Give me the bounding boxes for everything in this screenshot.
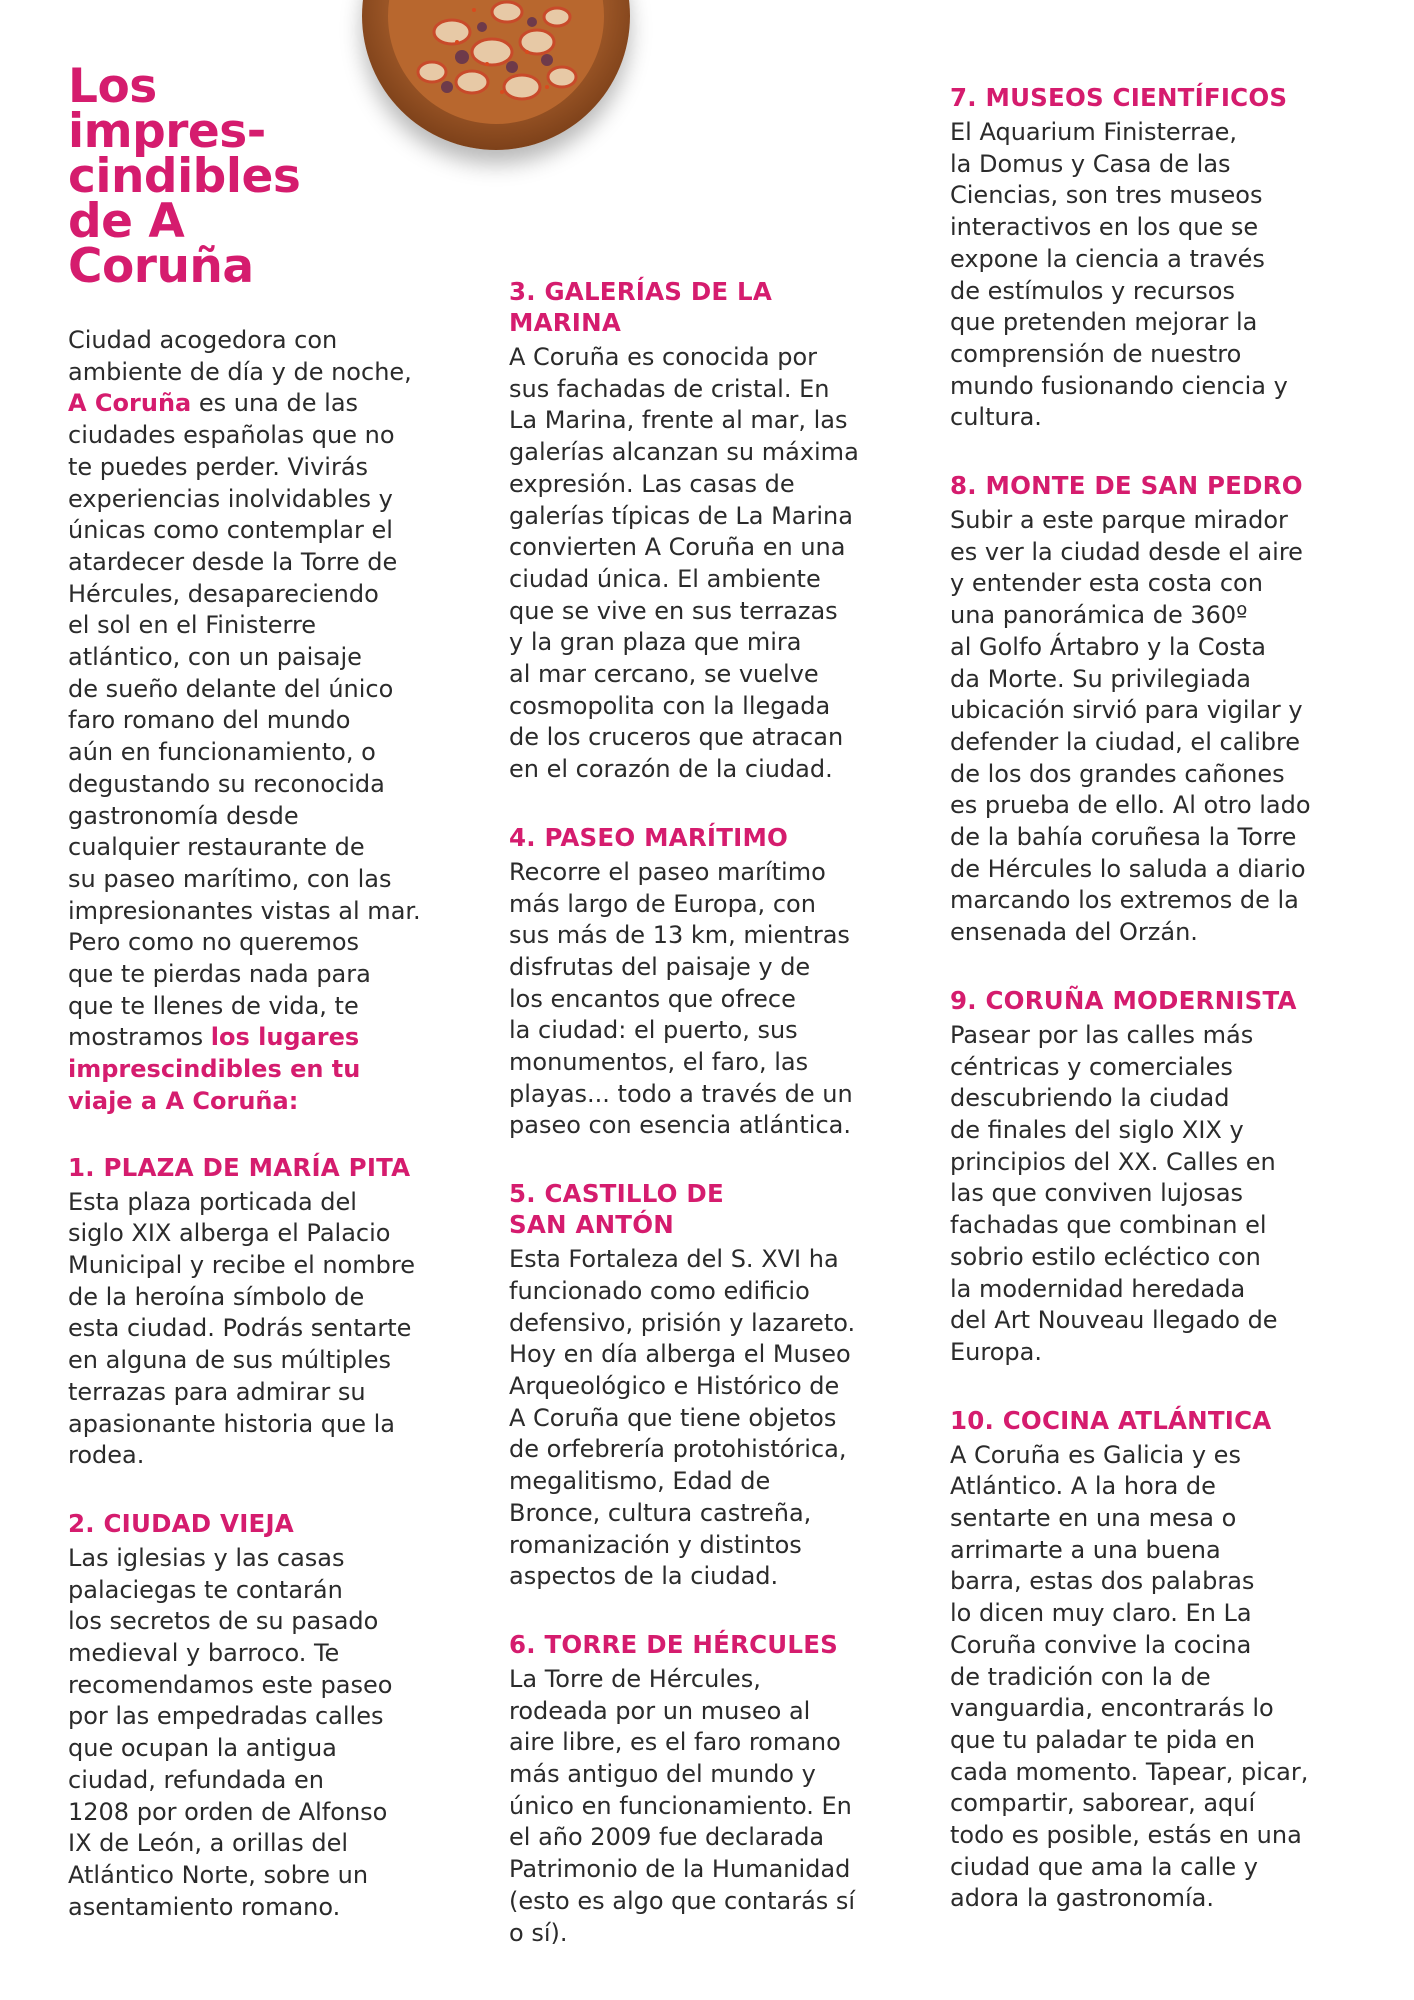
section-heading: 3. GALERÍAS DE LA MARINA bbox=[509, 277, 772, 337]
section-museos-cientificos bbox=[950, 82, 1370, 434]
section-body: El Aquarium Finisterrae, la Domus y Casa de las Ciencias, son tres museos interactivos en los que se expone la ciencia a través de estímulos y recursos que pretenden mejorar la comprensión de nuestro mundo fusionando ciencia y cultura. bbox=[950, 118, 1288, 432]
section-body: Esta plaza porticada del siglo XIX alberga el Palacio Municipal y recibe el nombre de la heroína símbolo de esta ciudad. Podrás sentarte en alguna de sus múltiples terrazas para admirar su apasionante historia que la rodea. bbox=[68, 1187, 416, 1470]
section-castillo-san-anton bbox=[509, 1178, 929, 1593]
section-body: A Coruña es conocida por sus fachadas de cristal. En La Marina, frente al mar, las galerías alcanzan su máxima expresión. Las casas de galerías típicas de La Marina convierten A Coruña en una ciudad única. El ambiente que se vive en sus terrazas y la gran plaza que mira al mar cercano, se vuelve cosmopolita con la llegada de los cruceros que atracan en el corazón de la ciudad. bbox=[509, 343, 859, 784]
section-heading: 9. CORUÑA MODERNISTA bbox=[950, 985, 1297, 1015]
intro-highlight-city: A Coruña bbox=[68, 389, 192, 418]
section-heading: 7. MUSEOS CIENTÍFICOS bbox=[950, 83, 1288, 112]
intro-text: es una de las ciudades españolas que no te puedes perder. Vivirás experiencias inolvidables y únicas como contemplar el atardecer desde la Torre de Hércules, desapareciendo el sol en el Finisterre atlántico, con un paisaje de sueño delante del único faro romano del mundo aún en funcionamiento, o degustando su reconocida gastronomía desde cualquier restaurante de su paseo marítimo, con las impresionantes vistas al mar. Pero como no queremos que te pierdas nada para que te llenes de vida, te mostramos bbox=[68, 389, 421, 1052]
intro-text: Ciudad acogedora con ambiente de día y de noche, bbox=[68, 326, 412, 386]
page-title bbox=[68, 59, 488, 294]
section-body: Recorre el paseo marítimo más largo de Europa, con sus más de 13 km, mientras disfrutas del paisaje y de los encantos que ofrece la ciudad: el puerto, sus monumentos, el faro, las playas... todo a través de un paseo con esencia atlántica. bbox=[509, 857, 853, 1140]
section-paseo-maritimo bbox=[509, 822, 929, 1142]
section-body: A Coruña es Galicia y es Atlántico. A la hora de sentarte en una mesa o arrimarte a una buena barra, estas dos palabras lo dicen muy claro. En La Coruña convive la cocina de tradición con la de vanguardia, encontrarás lo que tu paladar te pida en cada momento. Tapear, picar, compartir, saborear, aquí todo es posible, estás en una ciudad que ama la calle y adora la gastronomía. bbox=[950, 1440, 1309, 1913]
section-heading: 8. MONTE DE SAN PEDRO bbox=[950, 471, 1303, 501]
section-heading: 5. CASTILLO DE SAN ANTÓN bbox=[509, 1179, 724, 1240]
section-body: Subir a este parque mirador es ver la ciudad desde el aire y entender esta costa con una panorámica de 360º al Golfo Ártabro y la Costa da Morte. Su privilegiada ubicación sirvió para vigilar y defender la ciudad, el calibre de los dos grandes cañones es prueba de ello. Al otro lado de la bahía coruñesa la Torre de Hércules lo saluda a diario marcando los extremos de la ensenada del Orzán. bbox=[950, 506, 1311, 947]
column-3 bbox=[950, 82, 1370, 1915]
section-heading: 2. CIUDAD VIEJA bbox=[68, 1508, 294, 1538]
section-heading: 10. COCINA ATLÁNTICA bbox=[950, 1405, 1272, 1435]
section-heading: 1. PLAZA DE MARÍA PITA bbox=[68, 1152, 411, 1182]
section-torre-hercules bbox=[509, 1629, 929, 1949]
section-plaza-maria-pita bbox=[68, 1152, 488, 1472]
section-coruna-modernista bbox=[950, 985, 1370, 1369]
section-ciudad-vieja bbox=[68, 1508, 488, 1923]
column-2 bbox=[509, 276, 929, 1949]
title-line: cindibles bbox=[68, 149, 301, 204]
column-1 bbox=[68, 59, 488, 1923]
title-line: Coruña bbox=[68, 239, 254, 294]
intro-highlight-places: los lugares imprescindibles en tu viaje a A Coruña: bbox=[68, 1023, 361, 1115]
section-body: La Torre de Hércules, rodeada por un museo al aire libre, es el faro romano más antiguo del mundo y único en funcionamiento. En el año 2009 fue declarada Patrimonio de la Humanidad (esto es algo que contarás sí o sí). bbox=[509, 1664, 856, 1947]
intro-paragraph bbox=[68, 325, 488, 1118]
section-monte-san-pedro bbox=[950, 470, 1370, 949]
section-heading: 6. TORRE DE HÉRCULES bbox=[509, 1629, 838, 1659]
title-line: de A bbox=[68, 194, 185, 249]
section-heading: 4. PASEO MARÍTIMO bbox=[509, 822, 789, 852]
title-line: impres- bbox=[68, 104, 266, 159]
section-body: Pasear por las calles más céntricas y comerciales descubriendo la ciudad de finales del siglo XIX y principios del XX. Calles en las que conviven lujosas fachadas que combinan el sobrio estilo ecléctico con la modernidad heredada del Art Nouveau llegado de Europa. bbox=[950, 1020, 1278, 1366]
section-body: Las iglesias y las casas palaciegas te contarán los secretos de su pasado medieval y barroco. Te recomendamos este paseo por las empedradas calles que ocupan la antigua ciudad, refundada en 1208 por orden de Alfonso IX de León, a orillas del Atlántico Norte, sobre un asentamiento romano. bbox=[68, 1543, 393, 1921]
section-galerias-marina bbox=[509, 276, 929, 786]
title-line: Los bbox=[68, 59, 157, 114]
section-body: Esta Fortaleza del S. XVI ha funcionado como edificio defensivo, prisión y lazareto. Hoy en día alberga el Museo Arqueológico e Histórico de A Coruña que tiene objetos de orfebrería protohistórica, megalitismo, Edad de Bronce, cultura castreña, romanización y distintos aspectos de la ciudad. bbox=[509, 1245, 856, 1591]
section-cocina-atlantica bbox=[950, 1405, 1370, 1916]
